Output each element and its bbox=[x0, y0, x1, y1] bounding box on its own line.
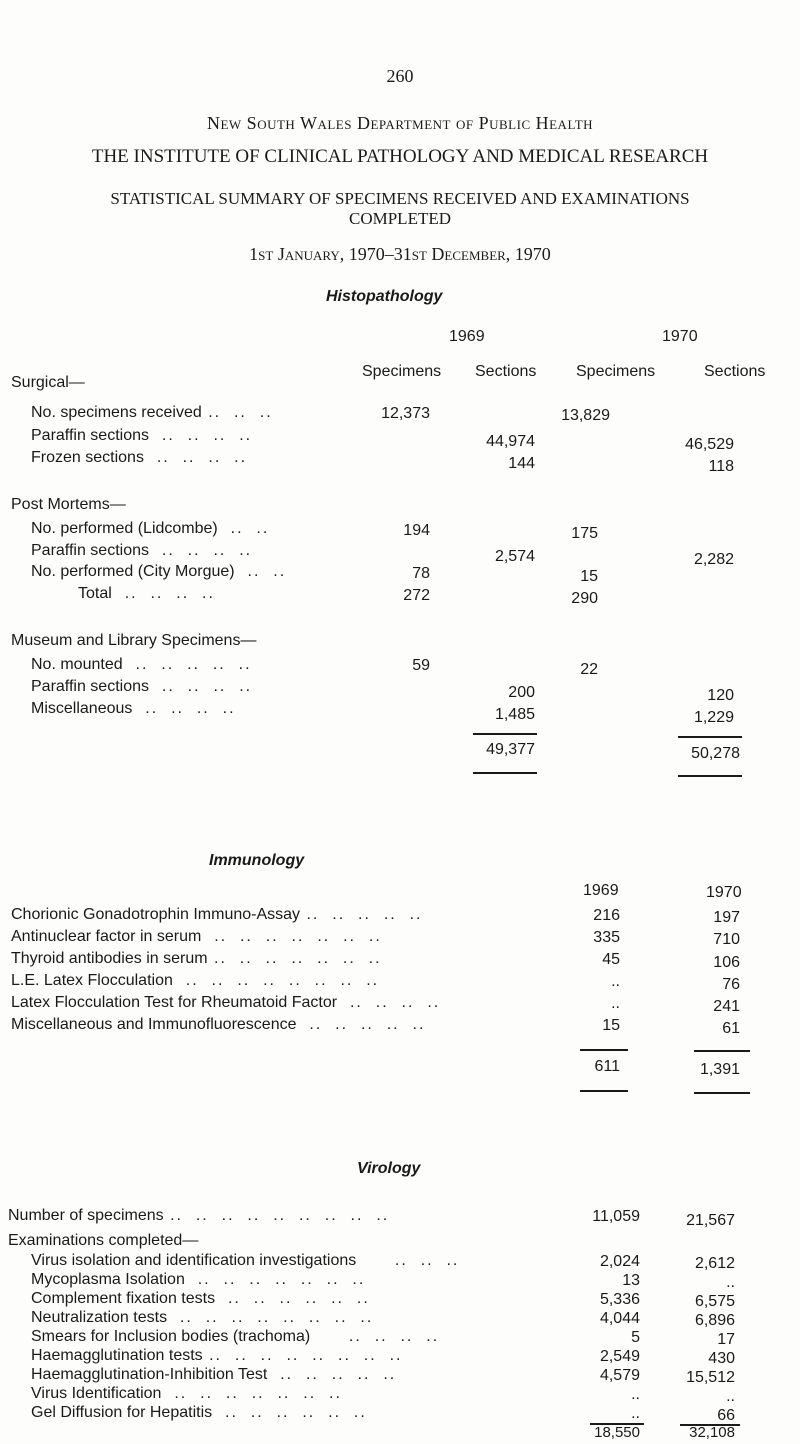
cell-v70: 61 bbox=[722, 1020, 740, 1037]
cell-v69: 4,579 bbox=[599, 1367, 640, 1384]
cell-v69: 13 bbox=[622, 1272, 640, 1289]
immuno-rule-bottom-1969 bbox=[580, 1090, 628, 1092]
row-label: Paraffin sections bbox=[31, 542, 149, 559]
cell-v70: 66 bbox=[717, 1407, 735, 1424]
cell-v69: 2,549 bbox=[599, 1348, 640, 1365]
row-label: Mycoplasma Isolation bbox=[31, 1271, 185, 1288]
cell-s70: 22 bbox=[580, 661, 598, 678]
histopathology-title: Histopathology bbox=[326, 288, 443, 305]
cell-v69: .. bbox=[611, 973, 620, 990]
department-heading: New South Wales Department of Public Health bbox=[206, 113, 594, 133]
cell-v69: 15 bbox=[602, 1017, 620, 1034]
table-row: Mycoplasma Isolation .. .. .. .. .. .. .. bbox=[31, 1271, 366, 1288]
exams-heading: Examinations completed— bbox=[8, 1232, 199, 1249]
row-label: Virus Identification bbox=[31, 1385, 162, 1402]
cell-x70: 1,229 bbox=[693, 709, 734, 726]
surgical-heading: Surgical— bbox=[11, 374, 85, 391]
table-row: Virus isolation and identification investigations .. .. .. bbox=[31, 1252, 460, 1269]
row-label: Total bbox=[78, 585, 112, 602]
cell-v69: .. bbox=[631, 1405, 640, 1422]
cell-v69: 335 bbox=[593, 929, 620, 946]
cell-s70: 290 bbox=[571, 590, 598, 607]
table-row: Haemagglutination-Inhibition Test .. .. .. .. .. bbox=[31, 1366, 397, 1383]
table-row: Neutralization tests .. .. .. .. .. .. .. .. bbox=[31, 1309, 374, 1326]
table-row: Haemagglutination tests .. .. .. .. .. .. .. .. bbox=[31, 1347, 403, 1364]
cell-v70: 430 bbox=[708, 1350, 735, 1367]
table-row: L.E. Latex Flocculation .. .. .. .. .. .. .. .. bbox=[11, 972, 380, 989]
table-row: Chorionic Gonadotrophin Immuno-Assay .. .. .. .. .. bbox=[11, 906, 423, 923]
cell-v70: 106 bbox=[713, 954, 740, 971]
row-label: No. mounted bbox=[31, 656, 123, 673]
histo-rule-top-1969 bbox=[473, 733, 537, 735]
cell-x69: 44,974 bbox=[486, 433, 535, 450]
virology-total-1969: 18,550 bbox=[594, 1424, 640, 1441]
cell-s70: 13,829 bbox=[561, 407, 610, 424]
cell-s69: 59 bbox=[412, 657, 430, 674]
col-sections-1970: Sections bbox=[704, 363, 766, 380]
institute-heading: THE INSTITUTE OF CLINICAL PATHOLOGY AND MEDICAL RESEARCH bbox=[91, 146, 709, 167]
cell-x69: 144 bbox=[508, 455, 535, 472]
cell-x69: 2,574 bbox=[494, 548, 535, 565]
cell-v70: 17 bbox=[717, 1331, 735, 1348]
table-row: Miscellaneous and Immunofluorescence .. .. .. .. .. bbox=[11, 1016, 426, 1033]
cell-v70: 2,612 bbox=[694, 1255, 735, 1272]
immunology-title: Immunology bbox=[209, 852, 305, 869]
histo-year-1970: 1970 bbox=[662, 328, 698, 345]
row-label: Miscellaneous bbox=[31, 700, 133, 717]
table-row: Paraffin sections .. .. .. .. bbox=[31, 678, 253, 695]
table-row: No. performed (City Morgue) .. .. bbox=[31, 563, 287, 580]
cell-x70: 120 bbox=[707, 687, 734, 704]
cell-x69: 200 bbox=[508, 684, 535, 701]
table-row: Paraffin sections .. .. .. .. bbox=[31, 542, 253, 559]
cell-v69: 5,336 bbox=[599, 1291, 640, 1308]
page-number: 260 bbox=[386, 66, 414, 86]
cell-s69: 272 bbox=[403, 587, 430, 604]
cell-s70: 15 bbox=[580, 568, 598, 585]
cell-s69: 12,373 bbox=[381, 405, 430, 422]
row-label: Haemagglutination-Inhibition Test bbox=[31, 1366, 268, 1383]
immuno-rule-top-1970 bbox=[694, 1050, 750, 1052]
cell-v70: .. bbox=[726, 1274, 735, 1291]
cell-x69: 1,485 bbox=[494, 706, 535, 723]
row-label: Gel Diffusion for Hepatitis bbox=[31, 1404, 213, 1421]
table-row: Frozen sections .. .. .. .. bbox=[31, 449, 248, 466]
row-label: No. performed (Lidcombe) bbox=[31, 520, 218, 537]
cell-v70: 6,575 bbox=[694, 1293, 735, 1310]
table-row: Miscellaneous .. .. .. .. bbox=[31, 700, 236, 717]
row-label: Antinuclear factor in serum bbox=[11, 928, 202, 945]
cell-v70: .. bbox=[726, 1388, 735, 1405]
cell-v69: .. bbox=[611, 995, 620, 1012]
cell-v70: 15,512 bbox=[686, 1369, 735, 1386]
cell-v69: 5 bbox=[631, 1329, 640, 1346]
cell-v69: 2,024 bbox=[599, 1253, 640, 1270]
virology-title: Virology bbox=[357, 1160, 421, 1177]
table-row: No. specimens received .. .. .. bbox=[31, 404, 273, 421]
row-label: Miscellaneous and Immunofluorescence bbox=[11, 1016, 297, 1033]
row-label: Neutralization tests bbox=[31, 1309, 168, 1326]
cell-s69: 194 bbox=[403, 522, 430, 539]
cell-x70: 2,282 bbox=[693, 551, 734, 568]
row-label: Number of specimens bbox=[8, 1207, 164, 1224]
summary-heading-line2: COMPLETED bbox=[349, 209, 451, 228]
row-label: Complement fixation tests bbox=[31, 1290, 216, 1307]
immuno-year-1970: 1970 bbox=[706, 884, 742, 901]
virology-total-1970: 32,108 bbox=[689, 1424, 735, 1441]
col-specimens-1970: Specimens bbox=[576, 363, 656, 380]
cell-s69: 78 bbox=[412, 565, 430, 582]
summary-heading-line1: STATISTICAL SUMMARY OF SPECIMENS RECEIVED AND EXAMINATIONS bbox=[110, 189, 690, 208]
row-label: Haemagglutination tests bbox=[31, 1347, 203, 1364]
cell-v70: 241 bbox=[713, 998, 740, 1015]
cell-v70: 710 bbox=[713, 931, 740, 948]
cell-x70: 46,529 bbox=[685, 436, 734, 453]
row-label: Latex Flocculation Test for Rheumatoid Factor bbox=[11, 994, 338, 1011]
table-row: Smears for Inclusion bodies (trachoma) .. .. .. .. bbox=[31, 1328, 440, 1345]
table-row: Virus Identification .. .. .. .. .. .. .. bbox=[31, 1385, 342, 1402]
row-label: No. specimens received bbox=[31, 404, 202, 421]
period-heading: 1st January, 1970–31st December, 1970 bbox=[249, 244, 551, 264]
table-row: Gel Diffusion for Hepatitis .. .. .. .. .. .. bbox=[31, 1404, 367, 1421]
row-label: Paraffin sections bbox=[31, 427, 149, 444]
row-label: Thyroid antibodies in serum bbox=[11, 950, 208, 967]
row-label: L.E. Latex Flocculation bbox=[11, 972, 173, 989]
cell-v70: 197 bbox=[713, 909, 740, 926]
table-row: No. mounted .. .. .. .. .. bbox=[31, 656, 252, 673]
col-specimens-1969: Specimens bbox=[362, 363, 442, 380]
cell-v69: .. bbox=[631, 1386, 640, 1403]
table-row: Total .. .. .. .. bbox=[78, 585, 215, 602]
table-row: Paraffin sections .. .. .. .. bbox=[31, 427, 253, 444]
table-row: Antinuclear factor in serum .. .. .. .. .. .. .. bbox=[11, 928, 382, 945]
row-label: Frozen sections bbox=[31, 449, 144, 466]
row-label: Chorionic Gonadotrophin Immuno-Assay bbox=[11, 906, 301, 923]
immuno-total-1970: 1,391 bbox=[699, 1061, 740, 1078]
table-row: Latex Flocculation Test for Rheumatoid Factor .. .. .. .. bbox=[11, 994, 441, 1011]
histo-rule-top-1970 bbox=[678, 736, 742, 738]
immuno-total-1969: 611 bbox=[594, 1058, 620, 1075]
cell-v70: 76 bbox=[722, 976, 740, 993]
cell-v69: 216 bbox=[593, 907, 620, 924]
cell-v70: 6,896 bbox=[694, 1312, 735, 1329]
immuno-rule-bottom-1970 bbox=[694, 1092, 750, 1094]
immuno-year-1969: 1969 bbox=[583, 882, 619, 899]
cell-s70: 175 bbox=[571, 525, 598, 542]
histo-rule-bottom-1970 bbox=[678, 775, 742, 777]
table-row: Complement fixation tests .. .. .. .. .. .. bbox=[31, 1290, 370, 1307]
museum-heading: Museum and Library Specimens— bbox=[11, 632, 257, 649]
col-sections-1969: Sections bbox=[475, 363, 537, 380]
histo-total-1970: 50,278 bbox=[691, 745, 740, 762]
histo-year-1969: 1969 bbox=[449, 328, 485, 345]
histo-rule-bottom-1969 bbox=[473, 772, 537, 774]
row-label: Virus isolation and identification investigations bbox=[31, 1252, 357, 1269]
cell-x70: 118 bbox=[708, 458, 734, 475]
table-row: Thyroid antibodies in serum .. .. .. .. .. .. .. bbox=[11, 950, 382, 967]
row-label: Paraffin sections bbox=[31, 678, 149, 695]
cell-v69: 4,044 bbox=[599, 1310, 640, 1327]
virology-specimens-1969: 11,059 bbox=[592, 1208, 640, 1225]
histo-total-1969: 49,377 bbox=[486, 741, 535, 758]
postmortem-heading: Post Mortems— bbox=[11, 496, 126, 513]
immuno-rule-top-1969 bbox=[580, 1049, 628, 1051]
virology-specimens-row: Number of specimens .. .. .. .. .. .. .. .. .. bbox=[8, 1207, 390, 1224]
cell-v69: 45 bbox=[602, 951, 620, 968]
row-label: Smears for Inclusion bodies (trachoma) bbox=[31, 1328, 311, 1345]
table-row: No. performed (Lidcombe) .. .. bbox=[31, 520, 270, 537]
row-label: No. performed (City Morgue) bbox=[31, 563, 235, 580]
virology-specimens-1970: 21,567 bbox=[686, 1212, 735, 1229]
